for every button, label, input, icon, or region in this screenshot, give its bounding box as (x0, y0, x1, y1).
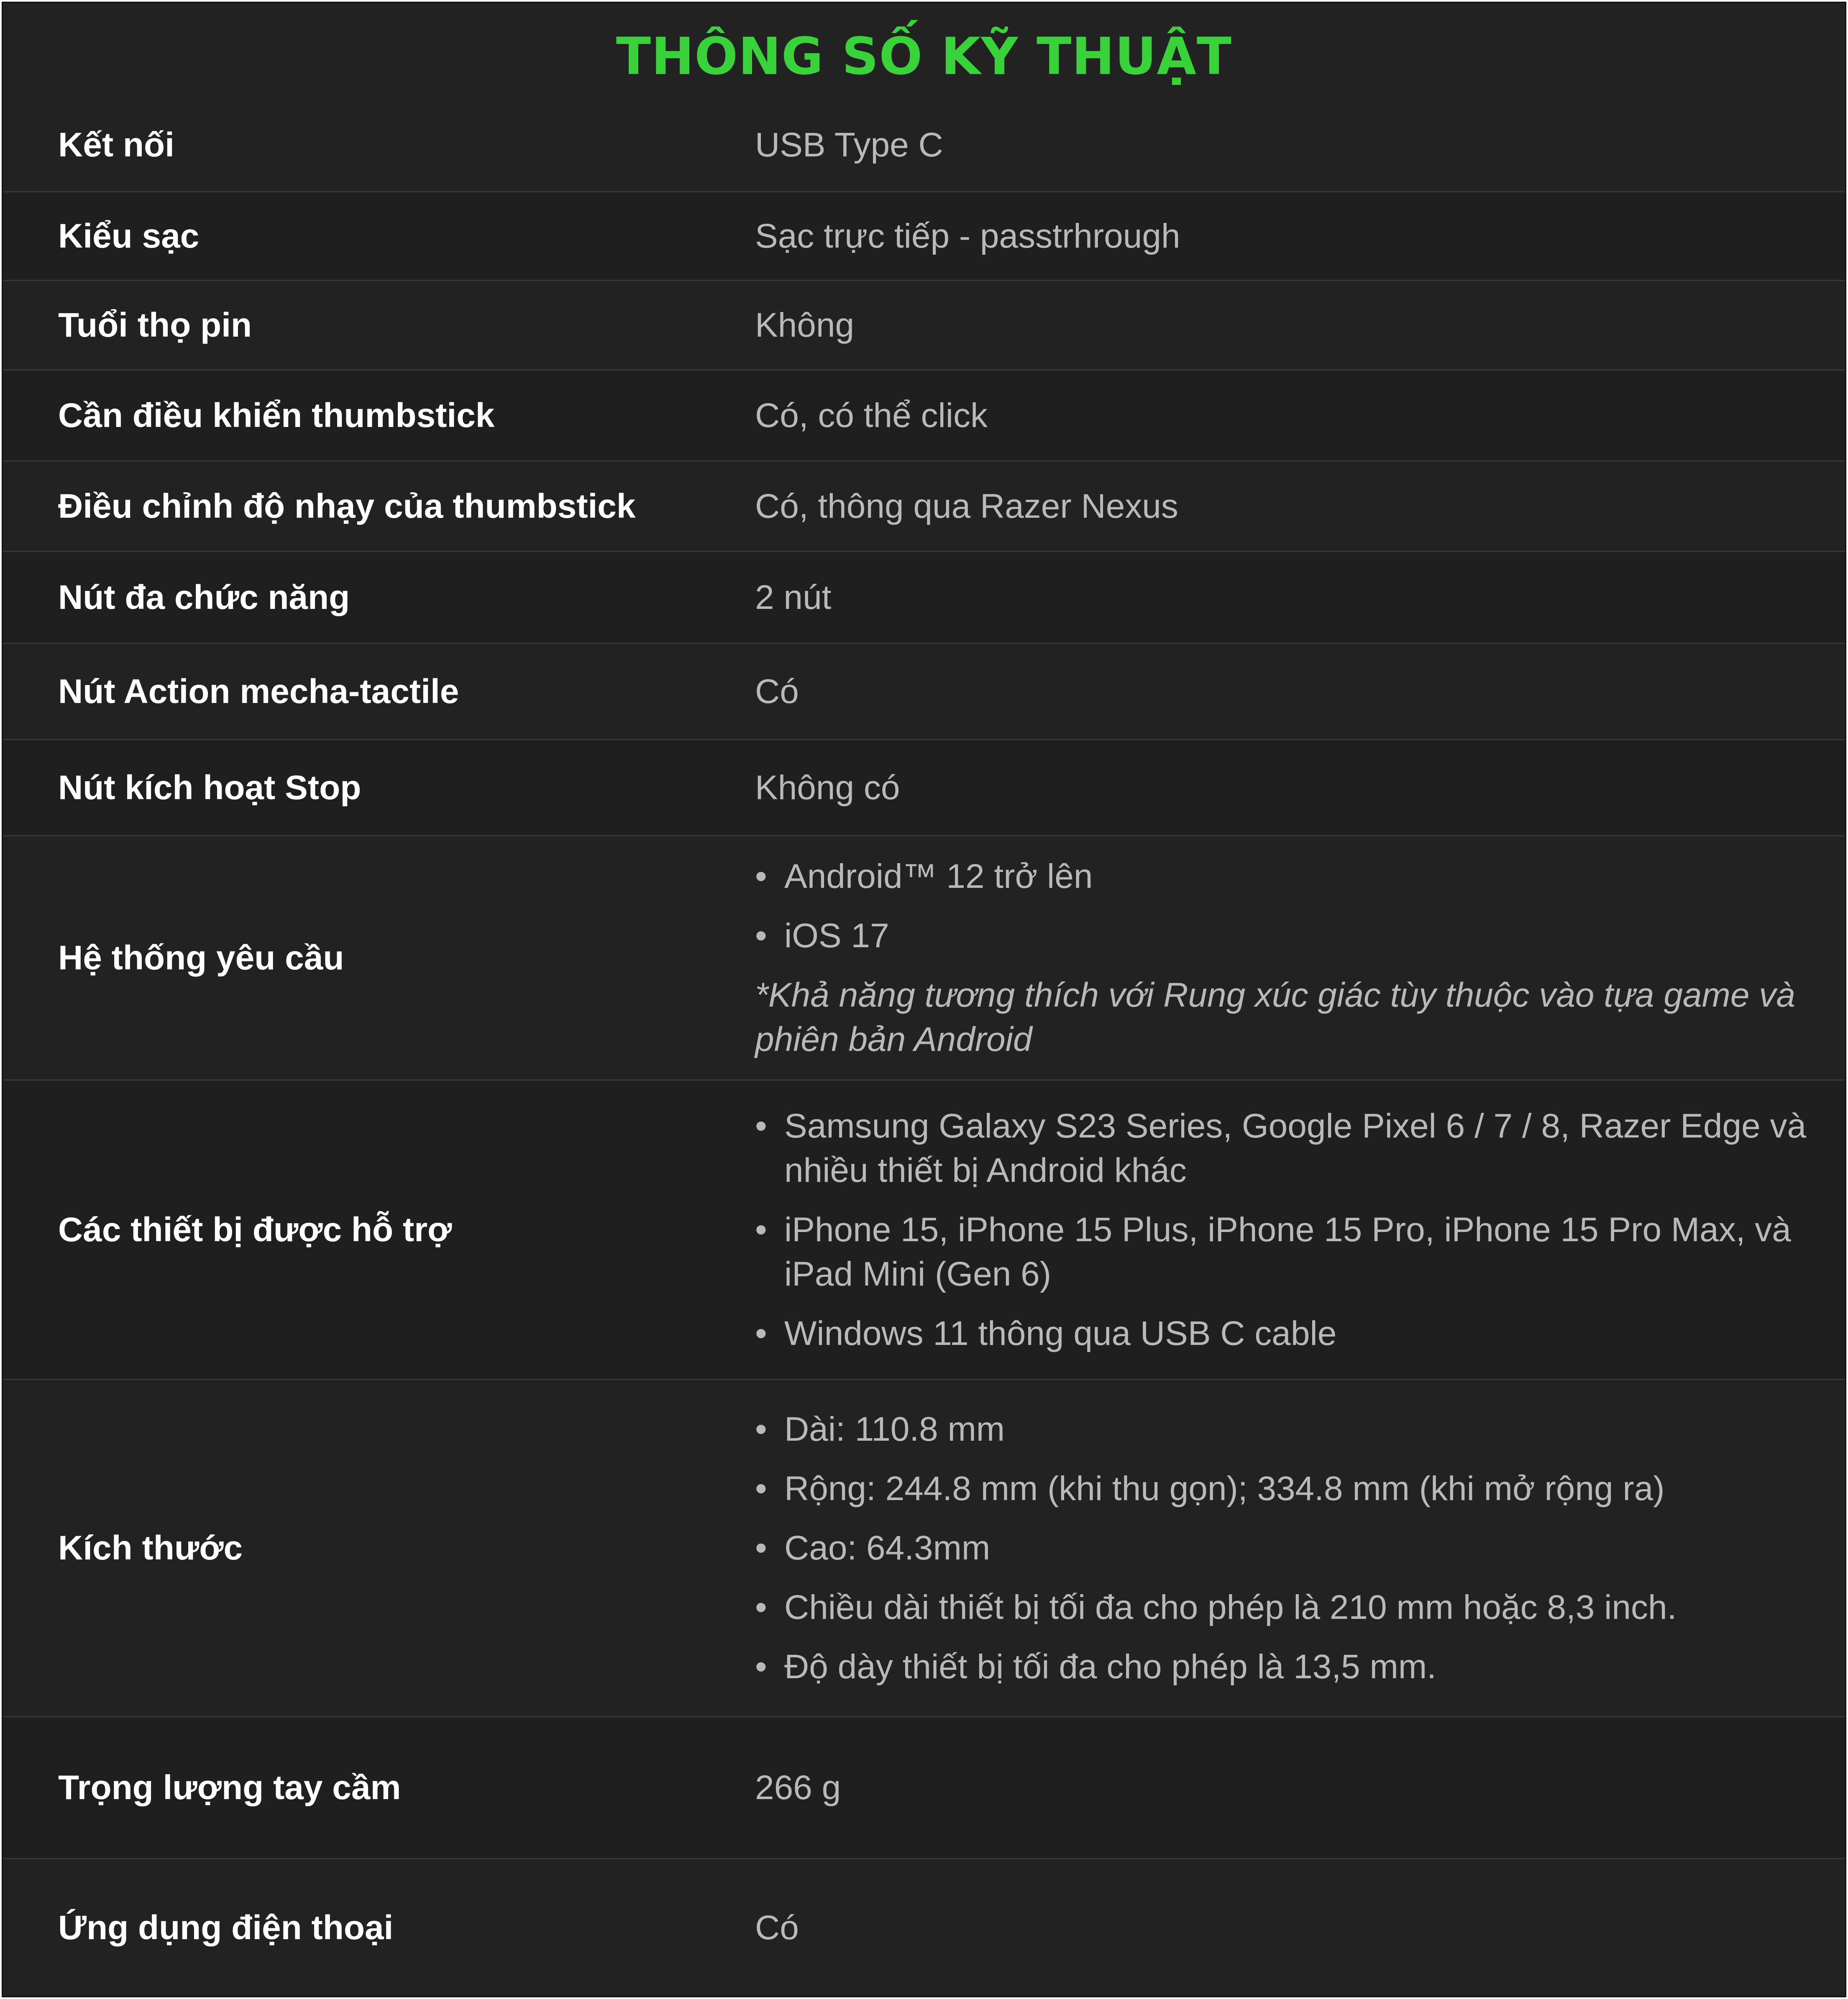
spec-label: Kiểu sạc (58, 217, 200, 255)
spec-row-weight (3, 1716, 1845, 1858)
spec-label: Kết nối (58, 126, 174, 164)
page-title: THÔNG SỐ KỸ THUẬT (616, 27, 1232, 86)
spec-value-text: Có, thông qua Razer Nexus (755, 487, 1178, 525)
spec-value (755, 192, 1816, 280)
spec-row-thumbstick (3, 369, 1845, 460)
spec-row-mobile-app (3, 1858, 1845, 1996)
spec-value-text: 2 nút (755, 578, 832, 616)
spec-value (755, 1081, 1816, 1379)
bullet-icon: • (755, 857, 767, 895)
list-item: • Chiều dài thiết bị tối đa cho phép là 210 mm hoặc 8,3 inch. (755, 1585, 1816, 1630)
spec-value (755, 99, 1816, 191)
spec-value (755, 552, 1816, 643)
list-item: • Samsung Galaxy S23 Series, Google Pixel 6 / 7 / 8, Razer Edge và nhiều thiết bị Android khác (755, 1104, 1816, 1193)
spec-row-thumbstick-sensitivity (3, 460, 1845, 551)
list-item: • Cao: 64.3mm (755, 1526, 1816, 1570)
spec-label: Điều chỉnh độ nhạy của thumbstick (58, 487, 636, 525)
bullet-list (755, 1407, 1816, 1689)
spec-row-action-buttons (3, 643, 1845, 739)
bullet-list (755, 1104, 1816, 1356)
spec-table (2, 2, 1846, 1997)
spec-value (755, 1717, 1816, 1858)
bullet-list (755, 854, 1816, 958)
bullet-icon: • (755, 1469, 767, 1508)
spec-label: Trọng lượng tay cầm (58, 1768, 401, 1807)
bullet-icon: • (755, 1107, 767, 1145)
spec-value (755, 836, 1816, 1079)
spec-value (755, 371, 1816, 460)
spec-value-text: USB Type C (755, 126, 943, 164)
spec-value (755, 281, 1816, 369)
spec-value-text: Có (755, 672, 799, 711)
spec-row-charging (3, 191, 1845, 280)
spec-label: Nút kích hoạt Stop (58, 768, 361, 807)
spec-value-text: Không (755, 306, 855, 344)
list-item: • Dài: 110.8 mm (755, 1407, 1816, 1452)
spec-value-text: Không có (755, 768, 900, 807)
spec-value (755, 644, 1816, 739)
spec-label: Nút Action mecha-tactile (58, 672, 459, 711)
spec-value (755, 740, 1816, 835)
spec-row-dimensions (3, 1379, 1845, 1716)
spec-row-trigger-stop (3, 739, 1845, 835)
list-item: • Rộng: 244.8 mm (khi thu gọn); 334.8 mm (khi mở rộng ra) (755, 1467, 1816, 1511)
list-item: • Windows 11 thông qua USB C cable (755, 1311, 1816, 1356)
spec-value-text: Sạc trực tiếp - passtrhrough (755, 217, 1180, 255)
spec-label: Cần điều khiển thumbstick (58, 396, 495, 435)
bullet-icon: • (755, 1647, 767, 1686)
list-item: • iPhone 15, iPhone 15 Plus, iPhone 15 Pro, iPhone 15 Pro Max, và iPad Mini (Gen 6) (755, 1208, 1816, 1296)
spec-row-system-requirements (3, 835, 1845, 1079)
spec-label: Nút đa chức năng (58, 578, 350, 616)
list-item: • Android™ 12 trở lên (755, 854, 1816, 899)
spec-label: Các thiết bị được hỗ trợ (58, 1210, 452, 1249)
spec-value-text: Có (755, 1908, 799, 1947)
spec-value (755, 462, 1816, 551)
spec-row-connection (3, 99, 1845, 191)
spec-row-multifunction-buttons (3, 551, 1845, 643)
compatibility-note: *Khả năng tương thích với Rung xúc giác tùy thuộc vào tựa game và phiên bản Android (755, 976, 1795, 1058)
spec-row-supported-devices (3, 1079, 1845, 1379)
spec-value (755, 1859, 1816, 1996)
spec-value-text: Có, có thể click (755, 396, 988, 435)
spec-value (755, 1380, 1816, 1716)
spec-row-battery (3, 280, 1845, 369)
bullet-icon: • (755, 916, 767, 955)
spec-value-text: 266 g (755, 1768, 841, 1807)
bullet-icon: • (755, 1588, 767, 1626)
spec-label: Kích thước (58, 1529, 243, 1567)
spec-label: Hệ thống yêu cầu (58, 938, 344, 977)
list-item: • iOS 17 (755, 914, 1816, 958)
spec-label: Ứng dụng điện thoại (58, 1908, 394, 1947)
bullet-icon: • (755, 1314, 767, 1352)
list-item: • Độ dày thiết bị tối đa cho phép là 13,5 mm. (755, 1645, 1816, 1689)
spec-label: Tuổi thọ pin (58, 306, 252, 344)
bullet-icon: • (755, 1529, 767, 1567)
bullet-icon: • (755, 1410, 767, 1448)
bullet-icon: • (755, 1210, 767, 1249)
